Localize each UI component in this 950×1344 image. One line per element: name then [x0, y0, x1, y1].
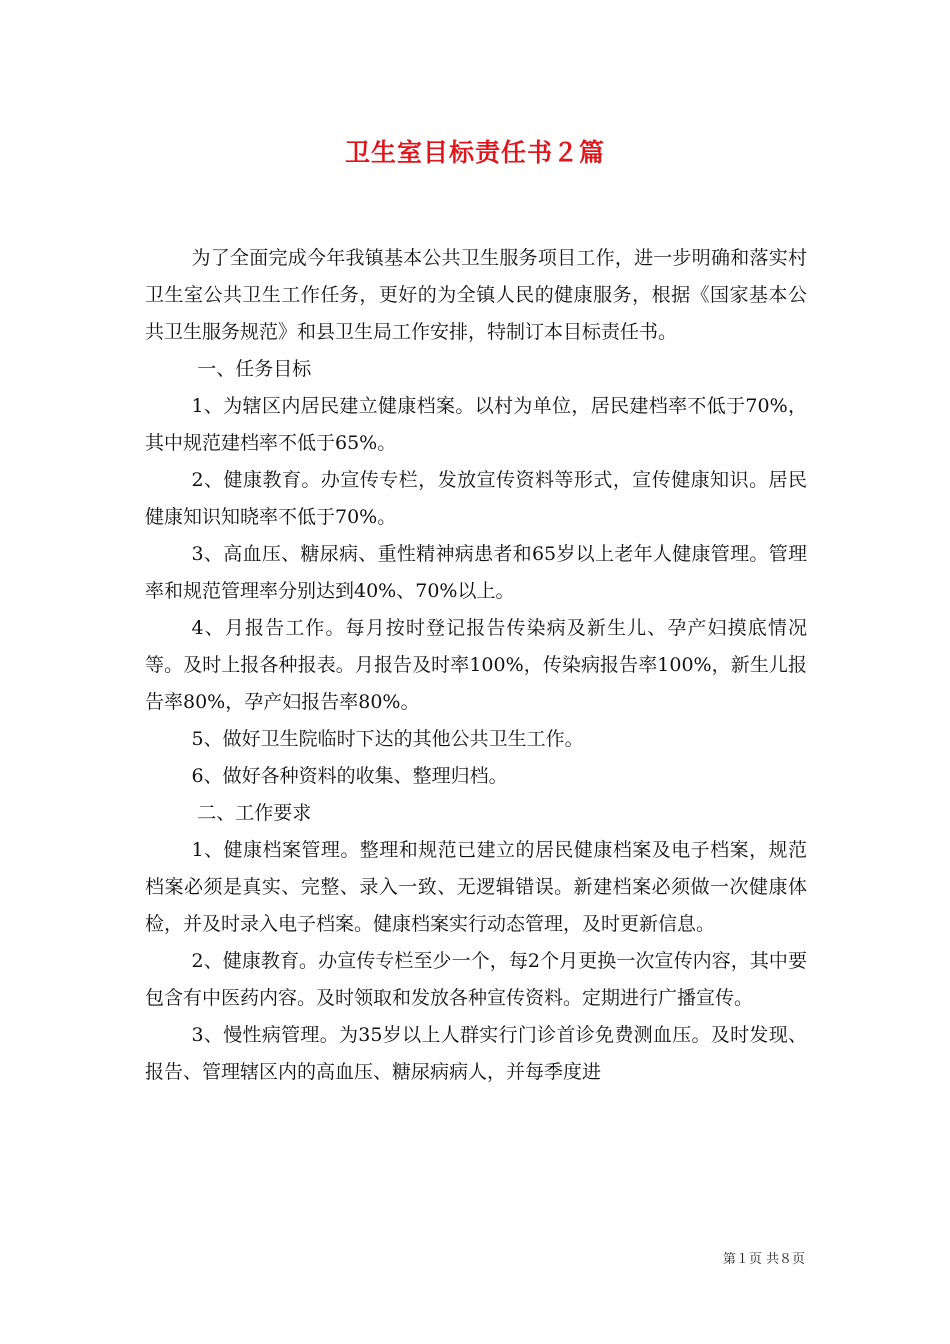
paragraph-goal-6: 6、做好各种资料的收集、整理归档。 [191, 765, 508, 787]
page-title: 卫生室目标责任书２篇 [344, 138, 605, 167]
paragraph-requirement-3: 3、慢性病管理。为35岁以上人群实行门诊首诊免费测血压。及时发现、报告、管理辖区内的高血压、糖尿病病人，并每季度进 [145, 1024, 807, 1083]
paragraph-requirement-1: 1、健康档案管理。整理和规范已建立的居民健康档案及电子档案，规范档案必须是真实、完整、录入一致、无逻辑错误。新建档案必须做一次健康体检，并及时录入电子档案。健康档案实行动态管理，及时更新信息。 [145, 839, 807, 935]
paragraph-intro: 为了全面完成今年我镇基本公共卫生服务项目工作，进一步明确和落实村卫生室公共卫生工作任务，更好的为全镇人民的健康服务，根据《国家基本公共卫生服务规范》和县卫生局工作安排，特制订本目标责任书。 [145, 247, 807, 343]
paragraph-goal-2: 2、健康教育。办宣传专栏，发放宣传资料等形式，宣传健康知识。居民健康知识知晓率不低于70%。 [145, 469, 807, 528]
paragraph-goal-4: 4、月报告工作。每月按时登记报告传染病及新生儿、孕产妇摸底情况等。及时上报各种报表。月报告及时率100%，传染病报告率100%，新生儿报告率80%，孕产妇报告率80%。 [145, 617, 807, 713]
page-number-footer: 第１页 共８页 [722, 1252, 805, 1267]
paragraph-goal-5: 5、做好卫生院临时下达的其他公共卫生工作。 [191, 728, 584, 750]
paragraph-goal-3: 3、高血压、糖尿病、重性精神病患者和65岁以上老年人健康管理。管理率和规范管理率分别达到40%、70%以上。 [145, 543, 807, 602]
section-heading-task-goals: 一、任务目标 [197, 358, 312, 380]
document-body [145, 240, 807, 1091]
paragraph-goal-1: 1、为辖区内居民建立健康档案。以村为单位，居民建档率不低于70%，其中规范建档率不低于65%。 [145, 395, 807, 454]
section-heading-work-requirements: 二、工作要求 [197, 802, 312, 824]
paragraph-requirement-2: 2、健康教育。办宣传专栏至少一个，每2个月更换一次宣传内容，其中要包含有中医药内容。及时领取和发放各种宣传资料。定期进行广播宣传。 [145, 950, 807, 1009]
